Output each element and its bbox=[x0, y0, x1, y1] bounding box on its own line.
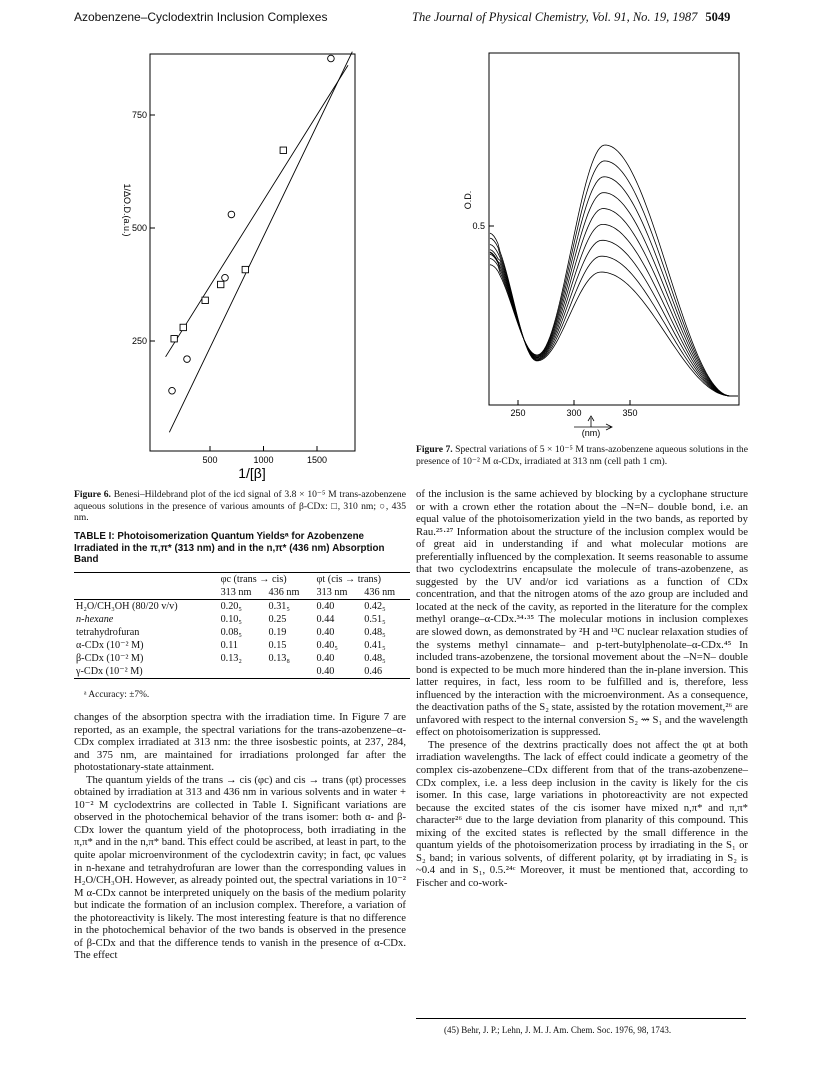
fig6-fit-line bbox=[166, 65, 348, 357]
fig6-circle-point bbox=[184, 356, 191, 363]
fig7-spectrum-curve bbox=[490, 177, 738, 396]
figure-6-caption bbox=[74, 489, 406, 524]
fig6-fit-line bbox=[169, 52, 352, 433]
table-row: tetrahydrofuran 0.08₅ 0.19 0.40 0.48₅ bbox=[76, 627, 386, 638]
fig6-square-point bbox=[202, 297, 208, 303]
fig6-square-point bbox=[242, 266, 248, 272]
fig6-circle-point bbox=[222, 274, 229, 281]
subhead-4: 436 nm bbox=[362, 586, 410, 600]
fig7-xtick-label: 350 bbox=[622, 408, 638, 418]
page-number: 5049 bbox=[705, 10, 731, 24]
fig7-spectrum-curve bbox=[490, 209, 738, 397]
fig7-xunit: (nm) bbox=[581, 428, 601, 438]
running-header-right bbox=[412, 10, 730, 25]
fig6-ytick-label: 750 bbox=[131, 110, 147, 120]
journal-citation: The Journal of Physical Chemistry, Vol. 91, No. 19, 1987 bbox=[412, 10, 698, 24]
table-row: β-CDx (10⁻² M) 0.13₂ 0.13₈ 0.40 0.48₅ bbox=[76, 653, 386, 664]
fig7-spectrum-curve bbox=[490, 224, 738, 396]
fig7-ytick-label: 0.5 bbox=[472, 221, 485, 231]
left-column-text bbox=[74, 711, 406, 962]
right-column-text bbox=[416, 488, 748, 890]
figure-7-caption bbox=[416, 444, 748, 467]
fig7-spectrum-curve bbox=[490, 238, 738, 396]
fig6-ytick-label: 500 bbox=[131, 223, 147, 233]
fig6-caption-text: Benesi–Hildebrand plot of the icd signal of 3.8 × 10⁻⁵ M trans-azobenzene aqueous solutions in the presence of various amounts of β-CDx: □, 310 nm; ○, 435 nm. bbox=[74, 489, 406, 524]
fig7-caption-text: Spectral variations of 5 × 10⁻⁵ M trans-azobenzene aqueous solutions in the presence of 10⁻² M α-CDx, irradiated at 313 nm (cell path 1 cm). bbox=[416, 444, 748, 467]
fig6-xtick-label: 1000 bbox=[253, 455, 274, 465]
paragraph: The quantum yields of the trans → cis (φc) and cis → trans (φt) processes obtained by irradiation at 313 and 436 nm in various solvents and in water + 10⁻² M cyclodextrins are collected in Table I. Significant variations are observed in the photochemical behavior of the trans isomer: both α- and β-CDx lower the quantum yield of the photoprocess, both irradiating in the π,π* and in the n,π* band. This effect could be ascribed, at least in part, to the quite apolar microenvironment of the cyclodextrin cavity; in fact, φc values in n-hexane and tetrahydrofuran are lower than the corresponding values in H₂O/CH₃OH. However, as already pointed out, the spectral variations in 10⁻² M α-CDx cannot be interpreted uniquely on the basis of the medium polarity but indicate the formation of an inclusion complex. Therefore, a variation of the photoreactivity is likely. The most interesting feature is that no difference in the photochemical behavior of the two bands is observed in the presence of β-CDx and that the difference tends to vanish in the presence of α-CDx. The effect bbox=[74, 773, 406, 962]
fig6-ytick-label: 250 bbox=[131, 336, 147, 346]
fig7-arrow bbox=[574, 416, 612, 430]
fig7-xtick-label: 300 bbox=[566, 408, 582, 418]
paragraph: changes of the absorption spectra with the irradiation time. In Figure 7 are reported, as an example, the spectral variations for the trans-azobenzene–α-CDx complex irradiated at 313 nm: the three isosbestic points, at 237, 284, and 375 nm, are maintained for irradiations prolonged far after the photostationary-state attainment. bbox=[74, 711, 406, 774]
fig6-ylabel: 1/ΔO.D.(a.u.) bbox=[122, 183, 132, 237]
fig6-square-point bbox=[171, 336, 177, 342]
table-row: γ-CDx (10⁻² M) 0.40 0.46 bbox=[74, 665, 410, 679]
fig6-caption-label: Figure 6. bbox=[74, 489, 111, 500]
fig6-xtick-label: 500 bbox=[202, 455, 218, 465]
table-1-caption: TABLE I: Photoisomerization Quantum Yieldsᵃ for Azobenzene Irradiated in the π,π* (313 nm) and in the n,π* (436 nm) Absorption Band bbox=[74, 531, 385, 566]
fig7-frame bbox=[489, 53, 739, 405]
table-footnote: ᵃ Accuracy: ±7%. bbox=[84, 690, 150, 700]
table-1 bbox=[74, 572, 410, 679]
running-header-left: Azobenzene–Cyclodextrin Inclusion Complexes bbox=[74, 10, 328, 24]
fig6-circle-point bbox=[328, 55, 335, 62]
fig7-spectrum-curve bbox=[490, 145, 738, 396]
subhead-1: 313 nm bbox=[219, 586, 267, 600]
fig6-circle-point bbox=[228, 211, 235, 218]
col-head-phic: φc (trans → cis) bbox=[219, 573, 315, 587]
paragraph: The presence of the dextrins practically does not affect the φt at both irradiation wavelengths. The lack of effect could indicate a geometry of the complex cis-azobenzene–CDx different from that of the trans-azobenzene–CDx complex, i.e. a less deep inclusion in the cavity is likely for the cis isomer. In this case, large variations in photoreactivity are not expected because the excited states of the cis isomer have mixed n,π* and π,π* character²⁶ due to the large deviation from planarity of this compound. This mixing of the excited states is reflected by the small difference in the quantum yields of the photoisomerization process by irradiating in the S₁ or S₂ band; in various solvents, of different polarity, φt by irradiating in S₂ is ~0.4 and in S₁, 0.5.²⁴ᶜ Moreover, it must be mentioned that, according to Fischer and co-work- bbox=[416, 738, 748, 889]
subhead-3: 313 nm bbox=[315, 586, 363, 600]
fig6-frame bbox=[150, 54, 355, 451]
table-row: n-hexane 0.10₅ 0.25 0.44 0.51₅ bbox=[76, 614, 386, 625]
fig7-spectrum-curve bbox=[490, 161, 738, 396]
fig7-ylabel: O.D. bbox=[463, 190, 473, 210]
fig7-caption-label: Figure 7. bbox=[416, 444, 453, 455]
fig7-spectrum-curve bbox=[490, 240, 738, 396]
fig6-circle-point bbox=[169, 387, 176, 394]
fig6-square-point bbox=[180, 324, 186, 330]
fig6-square-point bbox=[280, 147, 286, 153]
subhead-2: 436 nm bbox=[267, 586, 315, 600]
reference-45: (45) Behr, J. P.; Lehn, J. M. J. Am. Chem. Soc. 1976, 98, 1743. bbox=[444, 1025, 672, 1035]
fig6-xlabel: 1/[β] bbox=[238, 465, 266, 481]
fig7-spectrum-curve bbox=[490, 193, 738, 396]
fig7-spectrum-curve bbox=[490, 233, 738, 396]
table-row: α-CDx (10⁻² M) 0.11 0.15 0.40₅ 0.41₅ bbox=[76, 640, 386, 651]
paragraph: of the inclusion is the same achieved by blocking by a cyclophane structure or with a crown ether the rotation about the –N=N– double bond, i.e. an equal value of the photoisomerization yield in the two bands, as reported by Rau.²⁵·²⁷ Information about the structure of the inclusion complex would be of great aid in understanding if and what molecular motions are preferentially influenced by the complexation. It seems reasonable to assume that two cyclodextrins encapsulate the molecule of trans-azobenzene, as suggested by the UV and/or icd variations as a function of CDx concentration, and that the nitrogen atoms of the azo group are included and located at the neck of the cavity, as reported in the literature for the complex methyl orange–α-CDx.³⁴·³⁵ The molecular motions in inclusion complexes are slowed down, as demonstrated by ²H and ¹³C nuclear relaxation studies of the systems methyl cinnamate– and p-tert-butylphenolate–α-CDx.⁴⁵ In included trans-azobenzene, the torsional movement about the –N=N– double bond is expected to be much more hindered than the in-plane inversion. This latter requires, in fact, less room to be fulfilled and is, therefore, less influenced by the interaction with the microenvironment. As a consequence, the deactivation paths of the S₂ state, assisted by the rotation movement,²⁶ are unfavored with respect to the internal conversion S₂ ⇝ S₁ and the wavelength effect on photoisomerization is suppressed. bbox=[416, 488, 748, 739]
fig6-xtick-label: 1500 bbox=[306, 455, 328, 465]
table-row: H₂O/CH₃OH (80/20 v/v) 0.20₅ 0.31₅ 0.40 0.42₅ bbox=[76, 601, 386, 612]
fig6-square-point bbox=[218, 281, 224, 287]
col-head-phit: φt (cis → trans) bbox=[315, 573, 410, 587]
reference-rule bbox=[416, 1018, 746, 1019]
fig7-xtick-label: 250 bbox=[510, 408, 526, 418]
